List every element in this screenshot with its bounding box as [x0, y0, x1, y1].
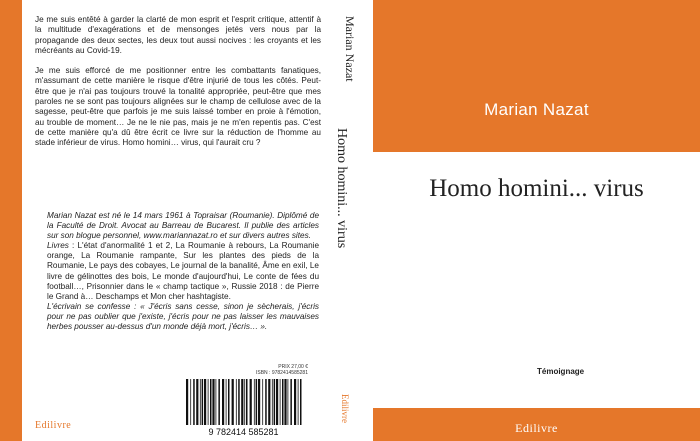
price-block	[228, 364, 308, 376]
spine-title	[331, 128, 355, 258]
bibliography	[47, 241, 319, 302]
back-cover-blurb	[35, 15, 321, 159]
bio-text: Marian Nazat est né le 14 mars 1961 à Topraisar (Roumanie). Diplômé de la Faculté de Droit. Avocat au Barreau de Bucarest. Il publie des articles sur son blogue personnel, www.mariannazat.ro et sur divers autres sites.	[47, 211, 319, 241]
front-genre: Témoignage	[537, 367, 585, 376]
front-title: Homo homini... virus	[429, 175, 644, 202]
spine-author-text: Marian Nazat	[343, 16, 357, 82]
spine-author	[339, 16, 363, 106]
front-author: Marian Nazat	[484, 100, 589, 119]
blurb-paragraph-1: Je me suis entêté à garder la clarté de mon esprit et l'esprit critique, attentif à la multitude d'exagérations et de mensonges jetés vers nous par la propagande des deux sectes, les deux tout aussi nocives : les croyants et les mécréants au Covid-19.	[35, 15, 321, 55]
barcode-icon	[178, 377, 309, 437]
front-publisher-logo: Edilivre	[515, 421, 558, 435]
barcode-digits: 9 782414 585281	[208, 427, 279, 437]
back-cover-accent-strip	[0, 0, 22, 198]
blurb-paragraph-2: Je me suis efforcé de me positionner entre les combattants fanatiques, m'assumant de cette manière le risque d'être injurié de tous les côtés. Peut-être que je n'ai pas toujours trouvé la tonalité appropriée, peut-être que mes paroles ne se sont pas toujours alignées sur le champ de cellulose avec de la sagesse, peut-être que parfois je me suis laissé tomber en proie à l'émotion, au trouble de moment… Je ne le nie pas, mais je ne m'en repentis pas. C'est de cette manière qu'a dû être écrit ce livre sur la réduction de l'homme au stade inférieur de virus. Homo homini… virus, qui l'aurait cru ?	[35, 66, 321, 148]
author-quote: L'écrivain se confesse : « J'écris sans cesse, sinon je sècherais, j'écris pour ne pas oublier que j'existe, j'écris pour ne pas laisser les mauvaises herbes pousser au-dessus d'un monde déjà mort, j'écris… ».	[47, 301, 319, 332]
spine-title-text: Homo homini... virus	[334, 128, 349, 249]
back-cover-accent-strip-lower	[0, 198, 22, 441]
author-bio	[47, 211, 319, 332]
spine-publisher-text: Edilivre	[340, 394, 350, 423]
spine-publisher-logo	[338, 394, 354, 440]
price-label: PRIX 27,00 €	[278, 364, 308, 370]
books-list: : L'état d'anormalité 1 et 2, La Roumanie à rebours, La Roumanie orange, La Roumanie rampante, Sur les plantes des pieds de la Roumanie, Le pays des cobayes, Le journal de la banalité, Âme en exil, Le livre de gélinottes des bois, Le monde d'aujourd'hui, Le conte de fées du football…, Prisonnier dans le « champ tactique », Russie 2018 : de Pierre le Grand à… Deschamps et Mon cher hashtagiste.	[47, 241, 319, 301]
back-publisher-logo: Edilivre	[35, 420, 72, 431]
front-cover-top-band	[373, 0, 700, 152]
isbn-label: ISBN : 9782414585281	[256, 370, 308, 376]
books-label: Livres	[47, 241, 69, 251]
